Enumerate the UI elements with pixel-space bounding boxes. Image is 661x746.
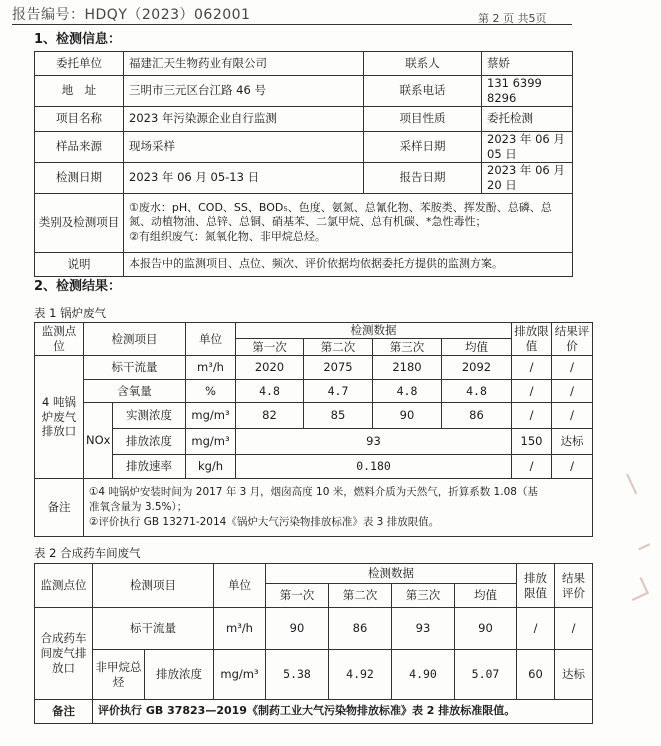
t2-nmhc-avg: 5.07 <box>455 650 517 700</box>
t1-emis-item: 排放浓度 <box>113 429 186 455</box>
client-label: 委托单位 <box>35 52 124 76</box>
t1-flow-avg: 2092 <box>442 356 512 380</box>
t1-nox-label: NOx <box>84 403 113 479</box>
t1-header-second: 第二次 <box>304 339 373 356</box>
test-date-label: 检测日期 <box>35 162 124 193</box>
t1-header-point: 监测点位 <box>35 323 84 356</box>
t1-remark-value <box>84 479 593 537</box>
table2-synthesis-workshop-exhaust <box>34 563 593 724</box>
t1-o2-v2: 4.7 <box>304 380 373 403</box>
t2-flow-eval: / <box>555 608 593 650</box>
category-line-1: ①废水：pH、COD、SS、BOD₅、色度、氨氮、总氰化物、苯胺类、挥发酚、总磷、总 <box>129 201 552 215</box>
t1-flow-item: 标干流量 <box>84 356 186 380</box>
table2-caption: 表 2 合成药车间废气 <box>34 546 141 560</box>
t1-emis-value: 93 <box>236 429 512 455</box>
contact-value: 蔡娇 <box>482 52 573 76</box>
t1-flow-limit: / <box>512 356 552 380</box>
address-label: 地 址 <box>35 76 124 107</box>
t1-flow-eval: / <box>552 356 593 380</box>
t1-flow-v2: 2075 <box>304 356 373 380</box>
t1-o2-avg: 4.8 <box>442 380 512 403</box>
t2-nmhc-eval: 达标 <box>555 650 593 700</box>
category-line-3: ②有组织废气：氮氧化物、非甲烷总烃。 <box>129 229 326 243</box>
t1-header-unit: 单位 <box>186 323 236 356</box>
t1-meas-v1: 82 <box>236 403 304 429</box>
seal-fragment <box>638 543 657 566</box>
t2-point: 合成药车间废气排放口 <box>35 608 93 700</box>
info-table <box>34 51 573 277</box>
category-line-2: 氮、动植物油、总锌、总铜、硝基苯、二氯甲烷、总有机碳、*急性毒性； <box>129 215 487 229</box>
phone-value: 131 6399 8296 <box>482 76 573 107</box>
t2-flow-v2: 86 <box>329 608 392 650</box>
address-value: 三明市三元区台江路 46 号 <box>124 76 364 107</box>
source-value: 现场采样 <box>124 131 364 162</box>
t1-o2-v1: 4.8 <box>236 380 304 403</box>
t1-o2-eval: / <box>552 380 593 403</box>
table1-caption: 表 1 锅炉废气 <box>34 306 107 320</box>
t1-emis-unit: mg/m³ <box>186 429 236 455</box>
t2-flow-limit: / <box>517 608 555 650</box>
t2-header-item: 检测项目 <box>93 564 214 608</box>
t1-emis-eval: 达标 <box>552 429 593 455</box>
t1-header-third: 第三次 <box>373 339 442 356</box>
t1-emis-limit: 150 <box>512 429 552 455</box>
t2-header-second: 第二次 <box>329 584 392 608</box>
report-date-value: 2023 年 06 月 20 日 <box>482 162 573 193</box>
t1-o2-unit: % <box>186 380 236 403</box>
t2-nmhc-v3: 4.90 <box>392 650 455 700</box>
t1-header-limit: 排放限值 <box>512 323 552 356</box>
t1-remark-line-3: ②评价执行 GB 13271-2014《锅炉大气污染物排放标准》表 3 排放限值。 <box>89 516 440 529</box>
t1-rate-unit: kg/h <box>186 455 236 479</box>
t1-rate-value: 0.180 <box>236 455 512 479</box>
header-divider <box>12 24 572 25</box>
t1-remark-line-1: ①4 吨锅炉安装时间为 2017 年 3 月，烟囱高度 10 米，燃料介质为天然气，折算系数 1.08（基 <box>89 485 538 498</box>
t1-meas-v3: 90 <box>373 403 442 429</box>
sampling-date-value: 2023 年 06 月 05 日 <box>482 131 573 162</box>
t2-header-first: 第一次 <box>266 584 329 608</box>
report-number: 报告编号：HDQY（2023）062001 <box>12 7 251 23</box>
nature-value: 委托检测 <box>482 106 573 131</box>
note-label: 说明 <box>35 252 124 276</box>
category-label: 类别及检测项目 <box>35 193 124 252</box>
report-date-label: 报告日期 <box>364 162 482 193</box>
section-title-results: 2、检测结果： <box>34 279 122 294</box>
t2-nmhc-v1: 5.38 <box>266 650 329 700</box>
t2-remark-label: 备注 <box>35 700 93 724</box>
note-value: 本报告中的监测项目、点位、频次、评价依据均依据委托方提供的监测方案。 <box>124 252 573 276</box>
t2-header-avg: 均值 <box>455 584 517 608</box>
t2-header-point: 监测点位 <box>35 564 93 608</box>
t2-flow-v1: 90 <box>266 608 329 650</box>
t1-meas-unit: mg/m³ <box>186 403 236 429</box>
t1-header-item: 检测项目 <box>84 323 186 356</box>
t1-flow-v3: 2180 <box>373 356 442 380</box>
page-number: 第 2 页 共5页 <box>478 12 547 25</box>
t2-flow-v3: 93 <box>392 608 455 650</box>
t2-header-eval: 结果评价 <box>555 564 593 608</box>
section-title-info: 1、检测信息： <box>34 32 122 47</box>
t1-meas-eval: / <box>552 403 593 429</box>
project-label: 项目名称 <box>35 106 124 131</box>
source-label: 样品来源 <box>35 131 124 162</box>
t1-rate-limit: / <box>512 455 552 479</box>
client-value: 福建汇天生物药业有限公司 <box>124 52 364 76</box>
t1-point: 4 吨锅炉废气排放口 <box>35 356 84 479</box>
test-date-value: 2023 年 06 月 05-13 日 <box>124 162 364 193</box>
t1-flow-unit: m³/h <box>186 356 236 380</box>
t2-header-limit: 排放限值 <box>517 564 555 608</box>
t1-meas-avg: 86 <box>442 403 512 429</box>
t2-nmhc-label: 非甲烷总烃 <box>93 650 145 700</box>
t1-o2-v3: 4.8 <box>373 380 442 403</box>
t1-meas-limit: / <box>512 403 552 429</box>
t1-header-avg: 均值 <box>442 339 512 356</box>
seal-fragment <box>626 468 650 495</box>
table1-boiler-exhaust <box>34 322 593 537</box>
t2-nmhc-item: 排放浓度 <box>145 650 214 700</box>
t1-meas-item: 实测浓度 <box>113 403 186 429</box>
contact-label: 联系人 <box>364 52 482 76</box>
sampling-date-label: 采样日期 <box>364 131 482 162</box>
t2-nmhc-v2: 4.92 <box>329 650 392 700</box>
t1-rate-item: 排放速率 <box>113 455 186 479</box>
t2-flow-item: 标干流量 <box>93 608 214 650</box>
t2-flow-unit: m³/h <box>214 608 266 650</box>
t2-nmhc-unit: mg/m³ <box>214 650 266 700</box>
t2-flow-avg: 90 <box>455 608 517 650</box>
phone-label: 联系电话 <box>364 76 482 107</box>
t1-meas-v2: 85 <box>304 403 373 429</box>
t1-header-data: 检测数据 <box>236 323 512 339</box>
t1-remark-line-2: 准氧含量为 3.5%）； <box>89 500 188 513</box>
t2-header-third: 第三次 <box>392 584 455 608</box>
t1-rate-eval: / <box>552 455 593 479</box>
t2-nmhc-limit: 60 <box>517 650 555 700</box>
t2-header-data: 检测数据 <box>266 564 517 584</box>
t1-header-first: 第一次 <box>236 339 304 356</box>
category-value <box>124 193 573 252</box>
t1-remark-label: 备注 <box>35 479 84 537</box>
project-value: 2023 年污染源企业自行监测 <box>124 106 364 131</box>
nature-label: 项目性质 <box>364 106 482 131</box>
t2-remark-value: 评价执行 GB 37823—2019《制药工业大气污染物排放标准》表 2 排放标准限值。 <box>93 700 593 724</box>
seal-fragment <box>625 577 649 601</box>
t1-flow-v1: 2020 <box>236 356 304 380</box>
t1-o2-item: 含氧量 <box>84 380 186 403</box>
t2-header-unit: 单位 <box>214 564 266 608</box>
t1-header-eval: 结果评价 <box>552 323 593 356</box>
t1-o2-limit: / <box>512 380 552 403</box>
